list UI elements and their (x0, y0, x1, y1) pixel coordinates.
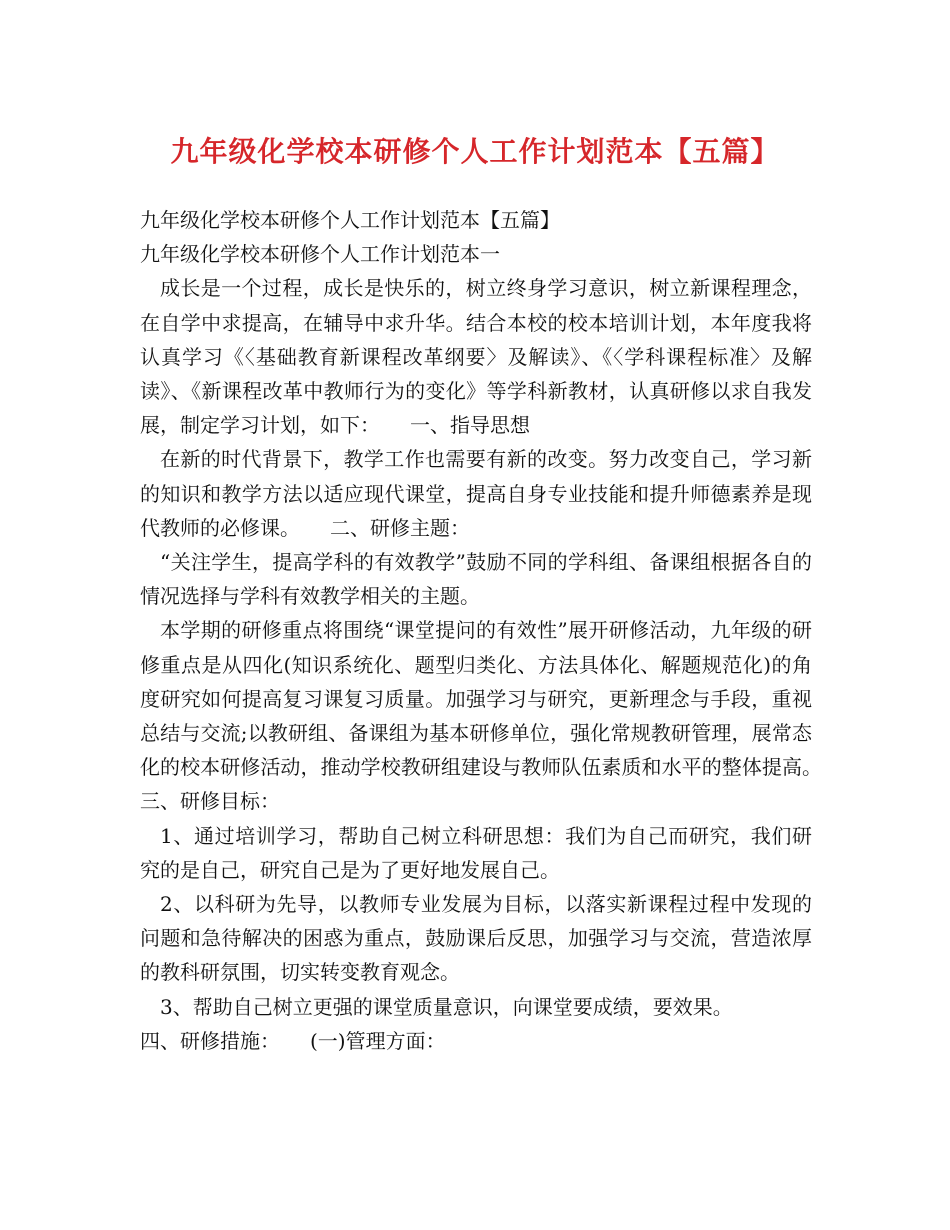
document-subtitle: 九年级化学校本研修个人工作计划范本【五篇】 (140, 208, 560, 232)
paragraph-research-theme: “关注学生，提高学科的有效教学”鼓励不同的学科组、备课组根据各自的情况选择与学科有效教学相关的主题。 (140, 550, 812, 609)
paragraph-goal-2: 2、以科研为先导，以教师专业发展为目标，以落实新课程过程中发现的问题和急待解决的困惑为重点，鼓励课后反思，加强学习与交流，营造浓厚的教科研氛围，切实转变教育观念。 (140, 892, 812, 985)
measures-heading: 四、研修措施： (一)管理方面： (140, 1028, 446, 1053)
document-title: 九年级化学校本研修个人工作计划范本【五篇】 (170, 135, 780, 168)
paragraph-goal-3: 3、帮助自己树立更强的课堂质量意识，向课堂要成绩，要效果。 (160, 994, 733, 1019)
document-body (140, 203, 852, 1058)
paragraph-goal-1: 1、通过培训学习，帮助自己树立科研思想：我们为自己而研究，我们研究的是自己，研究自己是为了更好地发展自己。 (140, 823, 812, 882)
section-heading: 九年级化学校本研修个人工作计划范本一 (140, 242, 500, 267)
paragraph-research-focus: 本学期的研修重点将围绕“课堂提问的有效性”展开研修活动，九年级的研修重点是从四化(知识系统化、题型归类化、方法具体化、解题规范化)的角度研究如何提高复习课复习质量。加强学习与研究，更新理念与手段，重视总结与交流;以教研组、备课组为基本研修单位，强化常规教研管理，展常态化的校本研修活动，推动学校教研组建设与教师队伍素质和水平的整体提高。 三、研修目标： (140, 618, 852, 814)
paragraph-guiding-ideology: 在新的时代背景下，教学工作也需要有新的改变。努力改变自己，学习新的知识和教学方法以适应现代课堂，提高自身专业技能和提升师德素养是现代教师的必修课。 二、研修主题： (140, 447, 812, 540)
paragraph-intro: 成长是一个过程，成长是快乐的，树立终身学习意识，树立新课程理念，在自学中求提高，在辅导中求升华。结合本校的校本培训计划，本年度我将认真学习《〈基础教育新课程改革纲要〉及解读》、《〈学科课程标准〉及解读》、《新课程改革中教师行为的变化》等学科新教材，认真研修以求自我发展，制定学习计划，如下： 一、指导思想 (140, 276, 812, 438)
